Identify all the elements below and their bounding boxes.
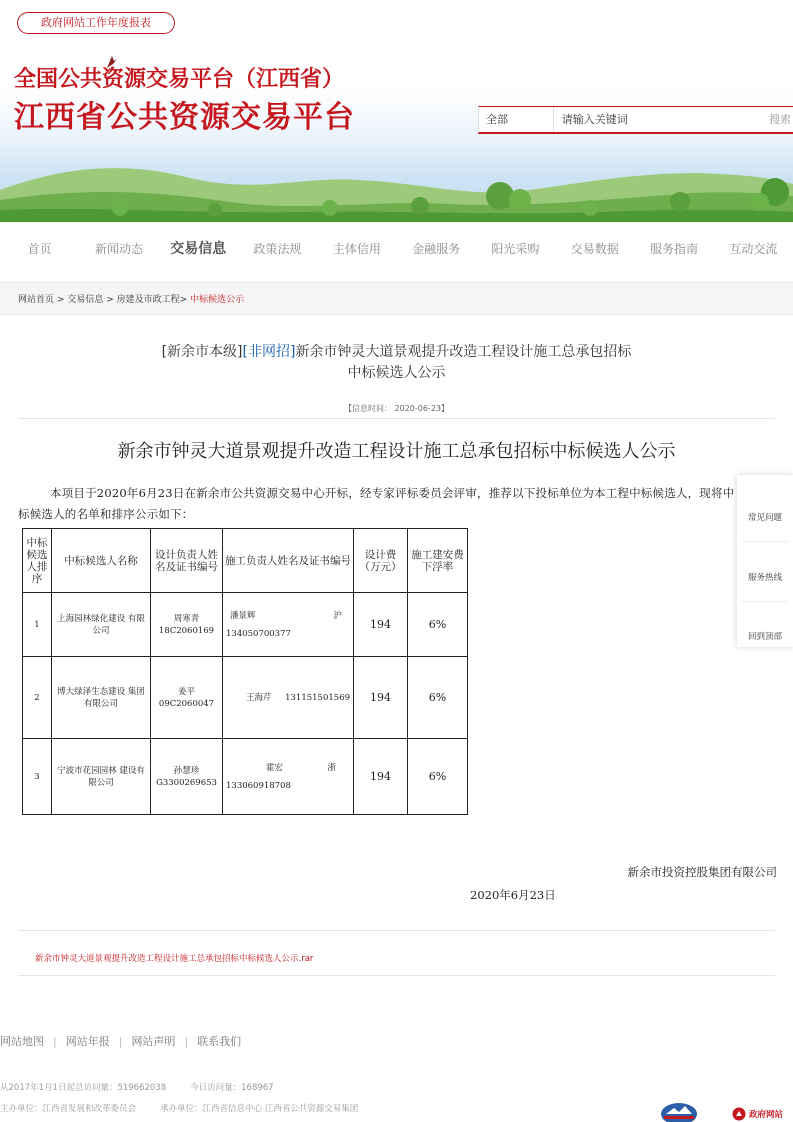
breadcrumb-separator: > — [56, 295, 65, 305]
nav-interaction[interactable]: 互动交流 — [729, 241, 778, 256]
cell-name: 宁波市花园园林 建设有限公司 — [52, 739, 151, 815]
site-header — [0, 0, 793, 222]
breadcrumb — [18, 292, 244, 305]
footer-sitemap-link[interactable]: 网站地图 — [0, 1035, 44, 1048]
cell-design-lead: 周寒青 18C2060169 — [151, 593, 223, 657]
breadcrumb-separator: > — [179, 295, 188, 305]
nav-trade-info[interactable]: 交易信息 — [170, 241, 227, 257]
nav-finance[interactable]: 金融服务 — [412, 241, 461, 256]
candidate-table — [22, 528, 468, 815]
nav-news[interactable]: 新闻动态 — [94, 241, 143, 256]
construction-lead-cert: 133060918708 — [226, 780, 291, 791]
nav-trade-data[interactable]: 交易数据 — [570, 241, 619, 256]
sign-date: 2020年6月23日 — [470, 888, 556, 902]
footer-org — [0, 1102, 358, 1114]
footer-separator: | — [184, 1035, 189, 1048]
emblem-icon[interactable] — [660, 1100, 698, 1122]
header-name: 中标候选人名称 — [52, 529, 151, 593]
platform-title-jiangxi: 江西省公共资源交易平台 — [14, 100, 355, 135]
attachment-link[interactable]: 新余市钟灵大道景观提升改造工程设计施工总承包招标中标候选人公示.rar — [35, 954, 314, 964]
article-title-main: 新余市钟灵大道景观提升改造工程设计施工总承包招标 — [295, 344, 632, 360]
nav-policy[interactable]: 政策法规 — [253, 241, 302, 256]
signer: 新余市投资控股集团有限公司 — [627, 865, 777, 879]
nav-service-guide[interactable]: 服务指南 — [650, 241, 699, 256]
footer-separator: | — [53, 1035, 57, 1048]
header-construction-lead: 施工负责人姓名及证书编号 — [223, 529, 354, 593]
nav-credit[interactable]: 主体信用 — [332, 241, 381, 256]
divider — [18, 418, 775, 419]
nav-procurement[interactable]: 阳光采购 — [491, 241, 540, 256]
search-button[interactable]: 搜索 — [769, 113, 791, 126]
table-row — [23, 593, 468, 657]
construction-lead-name: 王海芹 — [246, 692, 272, 703]
cell-design-lead: 孙慧珍 G3300269653 — [151, 739, 223, 815]
host-organization: 主办单位：江西省发展和改革委员会 — [0, 1104, 137, 1114]
footer-annual-report-link[interactable]: 网站年报 — [65, 1035, 110, 1048]
cell-rank: 2 — [23, 657, 52, 739]
footer-separator: | — [118, 1035, 123, 1048]
document-heading: 新余市钟灵大道景观提升改造工程设计施工总承包招标中标候选人公示 — [117, 441, 676, 462]
cell-design-lead: 姜平09C2060047 — [151, 657, 223, 739]
nav-home[interactable]: 首页 — [27, 241, 52, 256]
construction-lead-region: 浙 — [327, 762, 336, 773]
article-type-tag: [非网招] — [242, 344, 296, 360]
header-discount-rate: 施工建安费下浮率 — [408, 529, 468, 593]
search-input[interactable] — [554, 107, 741, 132]
platform-title-national: 全国公共资源交易平台（江西省） — [14, 66, 345, 92]
cell-construction-lead — [223, 739, 354, 815]
cell-construction-lead — [223, 657, 354, 739]
breadcrumb-home[interactable]: 网站首页 — [18, 295, 55, 305]
divider — [741, 541, 789, 542]
header-design-lead: 设计负责人姓名及证书编号 — [151, 529, 223, 593]
cell-design-fee: 194 — [354, 657, 408, 739]
gov-badge-icon — [732, 1107, 746, 1121]
cell-discount-rate: 6% — [408, 593, 468, 657]
footer-statement-link[interactable]: 网站声明 — [131, 1035, 176, 1048]
annual-report-link[interactable]: 政府网站工作年度报表 — [17, 12, 175, 34]
header-rank: 中标候选人排序 — [23, 529, 52, 593]
total-visits: 从2017年1月1日起总访问量：519662038 — [0, 1083, 167, 1093]
breadcrumb-construction[interactable]: 房建及市政工程 — [116, 295, 180, 305]
construction-lead-region: 沪 — [333, 610, 342, 621]
article-region-tag: [新余市本级] — [161, 344, 243, 360]
header-design-fee: 设计费（万元） — [354, 529, 408, 593]
breadcrumb-separator: > — [106, 295, 114, 305]
cell-construction-lead — [223, 593, 354, 657]
search-box — [478, 106, 793, 134]
gov-website-badge[interactable] — [732, 1106, 793, 1122]
hills-illustration — [0, 150, 793, 222]
construction-lead-cert: 134050700377 — [226, 628, 291, 639]
divider — [741, 601, 789, 602]
article-title — [0, 342, 793, 384]
breadcrumb-bar — [0, 282, 793, 315]
service-hotline-link[interactable]: 服务热线 — [747, 573, 782, 583]
cell-design-fee: 194 — [354, 593, 408, 657]
faq-link[interactable]: 常见问题 — [747, 513, 782, 523]
table-row — [23, 739, 468, 815]
footer-contact-link[interactable]: 联系我们 — [197, 1035, 242, 1048]
cell-discount-rate: 6% — [408, 657, 468, 739]
breadcrumb-trade-info[interactable]: 交易信息 — [67, 295, 104, 305]
cell-rank: 1 — [23, 593, 52, 657]
cell-rank: 3 — [23, 739, 52, 815]
table-header-row — [23, 529, 468, 593]
back-to-top-button[interactable]: 回到顶部 — [747, 632, 782, 642]
footer-links — [0, 1033, 241, 1049]
info-time: 【信息时间： 2020-06-23】 — [343, 404, 450, 413]
article-title-sub: 中标候选人公示 — [347, 365, 446, 381]
table-row — [23, 657, 468, 739]
cell-discount-rate: 6% — [408, 739, 468, 815]
divider — [18, 975, 775, 976]
cell-name: 博大绿泽生态建设 集团有限公司 — [52, 657, 151, 739]
organizer: 承办单位：江西省信息中心 江西省公共资源交易集团 — [160, 1104, 359, 1114]
side-float-panel — [737, 475, 793, 647]
cell-design-fee: 194 — [354, 739, 408, 815]
cell-name: 上海园林绿化建设 有限公司 — [52, 593, 151, 657]
construction-lead-name: 潘景辉 — [230, 610, 256, 621]
construction-lead-cert: 131151501569 — [285, 692, 350, 703]
footer-stats — [0, 1081, 274, 1093]
intro-paragraph: 本项目于2020年6月23日在新余市公共资源交易中心开标，经专家评标委员会评审，推荐以下投标单位为本工程中标候选人，现将中标候选人的名单和排序公示如下： — [18, 486, 735, 521]
search-scope-select[interactable]: 全部 — [479, 107, 554, 132]
today-visits: 今日访问量：168967 — [190, 1083, 274, 1093]
gov-badge-label: 政府网站 — [749, 1110, 784, 1120]
construction-lead-name: 霍宏 — [266, 762, 284, 773]
divider — [18, 930, 775, 931]
breadcrumb-current[interactable]: 中标候选公示 — [190, 295, 245, 305]
main-nav — [0, 222, 793, 274]
